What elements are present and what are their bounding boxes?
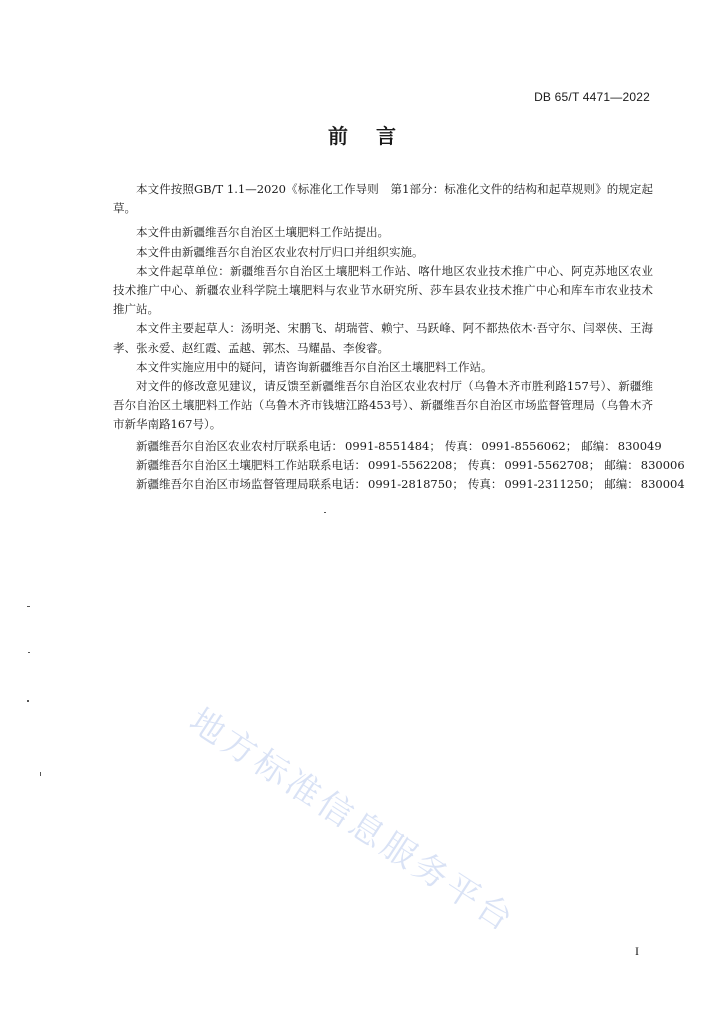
phone-number: 0991-5562208: [368, 457, 453, 472]
paragraph-administrator: 本文件由新疆维吾尔自治区农业农村厅归口并组织实施。: [136, 244, 424, 259]
scan-speck: [27, 700, 29, 702]
fax-label: 传真：: [467, 457, 503, 472]
phone-number: 0991-2818750: [368, 477, 453, 492]
contact-list: [113, 437, 685, 495]
phone-label: 联系电话：: [308, 457, 366, 472]
fax-label: 传真：: [467, 477, 503, 492]
contact-org: 新疆维吾尔自治区土壤肥料工作站: [136, 457, 309, 472]
page-title: 前言: [328, 124, 424, 148]
zip-label: 邮编：: [604, 457, 639, 472]
paragraph-drafting-units: 本文件起草单位：新疆维吾尔自治区土壤肥料工作站、喀什地区农业技术推广中心、阿克苏地区农业技术推广中心、新疆农业科学院土壤肥料与农业节水研究所、莎车县农业技术推广中心和库车市农业技术推广站。: [113, 263, 653, 317]
scan-speck: [40, 772, 41, 776]
fax-number: 0991-5562708: [504, 457, 589, 472]
paragraph-drafting-rules: 本文件按照GB/T 1.1—2020《标准化工作导则 第1部分：标准化文件的结构和起草规则》的规定起草。: [113, 182, 653, 216]
phone-label: 联系电话：: [285, 438, 343, 453]
scan-speck: [324, 512, 326, 513]
paragraph-feedback: 对文件的修改意见建议，请反馈至新疆维吾尔自治区农业农村厅（乌鲁木齐市胜利路157号）、新疆维吾尔自治区土壤肥料工作站（乌鲁木齐市钱塘江路453号）、新疆维吾尔自治区市场监督管理局（乌鲁木齐市新华南路167号）。: [113, 379, 653, 432]
fax-number: 0991-8556062: [481, 438, 566, 453]
fax-label: 传真：: [444, 438, 480, 453]
fax-number: 0991-2311250: [504, 477, 589, 492]
page-number: I: [635, 944, 639, 958]
scan-speck: [28, 652, 30, 653]
paragraph-inquiry: 本文件实施应用中的疑问，请咨询新疆维吾尔自治区土壤肥料工作站。: [136, 359, 493, 374]
zip-label: 邮编：: [604, 477, 639, 492]
zip-label: 邮编：: [581, 438, 616, 453]
contact-row: 新疆维吾尔自治区农业农村厅 联系电话： 0991-8551484 ； 传真： 0991-8556062 ； 邮编： 830049: [113, 437, 653, 456]
phone-number: 0991-8551484: [345, 438, 430, 453]
contact-org: 新疆维吾尔自治区市场监督管理局: [136, 477, 309, 492]
watermark-text: 地方标准信息服务平台: [182, 700, 523, 942]
paragraph-proposer: 本文件由新疆维吾尔自治区土壤肥料工作站提出。: [136, 225, 389, 240]
contact-row: 新疆维吾尔自治区土壤肥料工作站 联系电话： 0991-5562208 ； 传真： 0991-5562708 ； 邮编： 830006: [113, 456, 653, 475]
zip-code: 830006: [640, 457, 685, 472]
zip-code: 830004: [640, 477, 685, 492]
document-body: [113, 180, 685, 494]
scan-speck: [27, 606, 30, 607]
zip-code: 830049: [617, 438, 662, 453]
phone-label: 联系电话：: [308, 477, 366, 492]
contact-org: 新疆维吾尔自治区农业农村厅: [136, 438, 286, 453]
standard-code: DB 65/T 4471—2022: [534, 90, 650, 104]
paragraph-drafters: 本文件主要起草人：汤明尧、宋鹏飞、胡瑞菅、赖宁、马跃峰、阿不都热依木·吾守尔、闫翠侠、王海孝、张永爱、赵红霞、孟越、郭杰、马耀晶、李俊睿。: [113, 321, 653, 355]
contact-row: 新疆维吾尔自治区市场监督管理局 联系电话： 0991-2818750 ； 传真： 0991-2311250 ； 邮编： 830004: [113, 475, 653, 494]
